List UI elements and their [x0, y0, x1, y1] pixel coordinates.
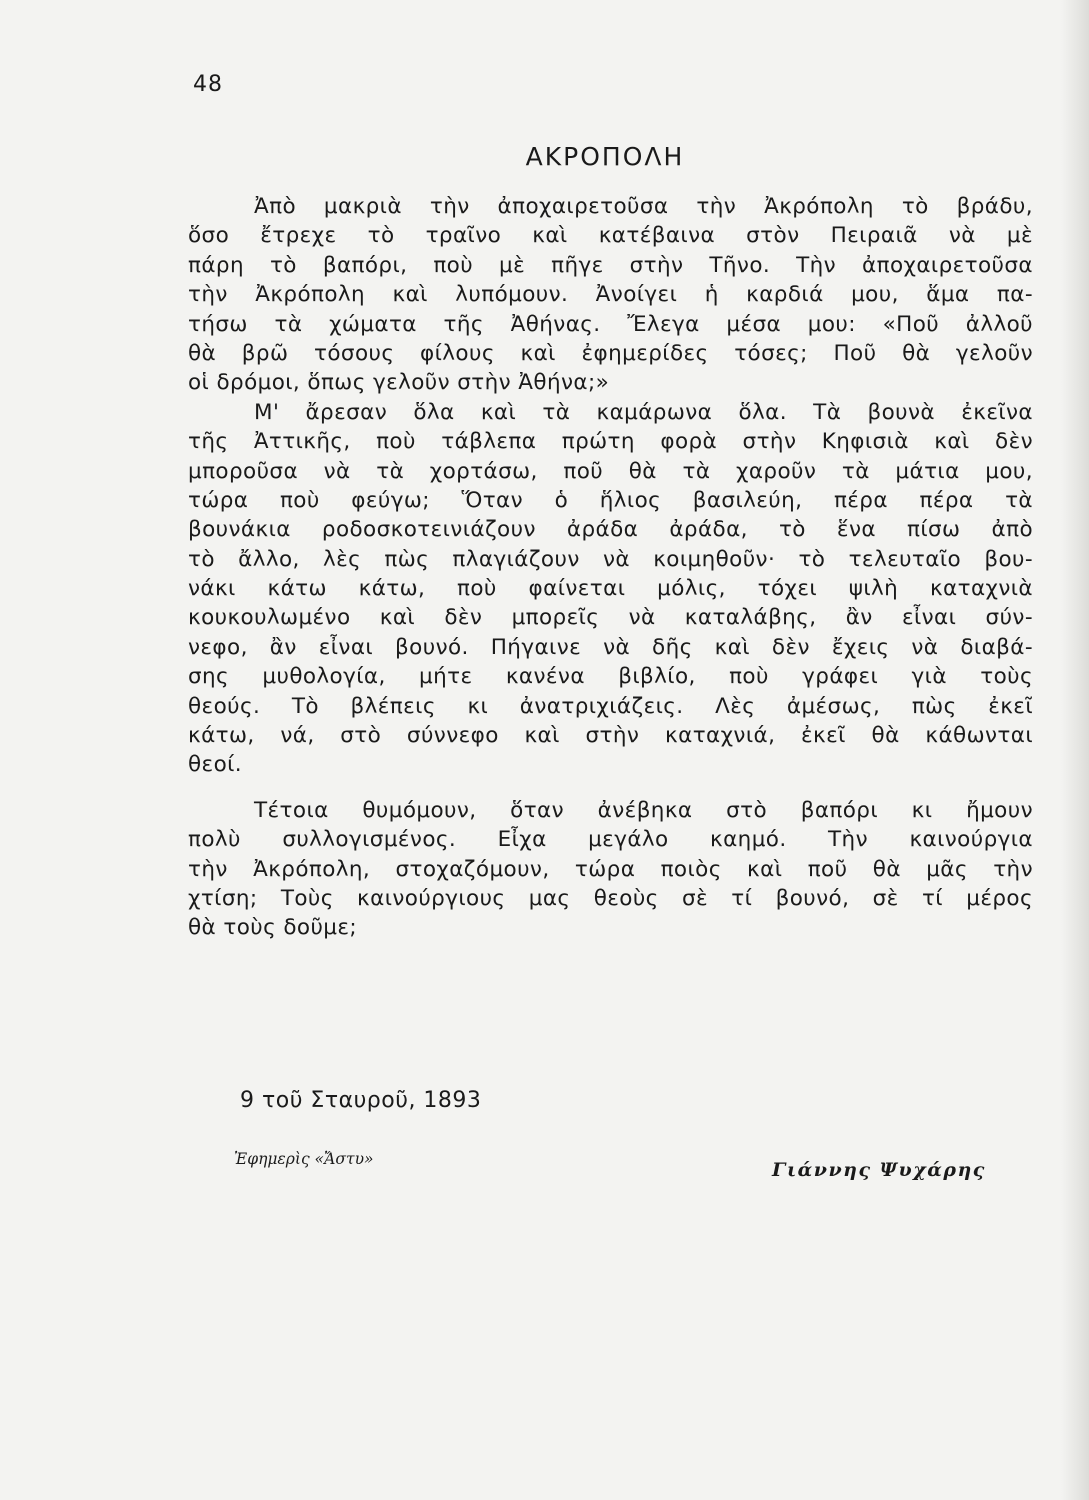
page-number: 48: [193, 72, 223, 97]
text-line: τῆς Ἀττικῆς, ποὺ τάβλεπα πρώτη φορὰ στὴν Κηφισιὰ καὶ δὲν: [188, 429, 1033, 455]
text-line: τὴν Ἀκρόπολη καὶ λυπόμουν. Ἀνοίγει ἡ καρδιά μου, ἅμα πα-: [188, 282, 1033, 308]
text-line: κάτω, νά, στὸ σύννεφο καὶ στὴν καταχνιά, ἐκεῖ θὰ κάθωνται: [188, 723, 1033, 749]
text-line: πάρη τὸ βαπόρι, ποὺ μὲ πῆγε στὴν Τῆνο. Τὴν ἀποχαιρετοῦσα: [188, 252, 1033, 278]
text-line: οἱ δρόμοι, ὅπως γελοῦν στὴν Ἀθήνα;»: [188, 370, 610, 396]
body-text: [188, 192, 1033, 943]
paragraph-3: [188, 796, 1033, 943]
text-line: κουκουλωμένο καὶ δὲν μπορεῖς νὰ καταλάβης, ἂν εἶναι σύν-: [188, 605, 1033, 631]
text-line: τήσω τὰ χώματα τῆς Ἀθήνας. Ἔλεγα μέσα μου: «Ποῦ ἀλλοῦ: [188, 311, 1033, 337]
text-line: τὸ ἄλλο, λὲς πὼς πλαγιάζουν νὰ κοιμηθοῦν· τὸ τελευταῖο βου-: [188, 546, 1033, 572]
text-line: χτίση; Τοὺς καινούργιους μας θεοὺς σὲ τί βουνό, σὲ τί μέρος: [188, 885, 1033, 911]
text-line: σης μυθολογία, μήτε κανένα βιβλίο, ποὺ γράφει γιὰ τοὺς: [188, 664, 1033, 690]
text-line: τώρα ποὺ φεύγω; Ὅταν ὁ ἥλιος βασιλεύη, πέρα πέρα τὰ: [188, 487, 1033, 513]
page-title: ΑΚΡΟΠΟΛΗ: [525, 142, 685, 171]
text-line: θὰ βρῶ τόσους φίλους καὶ ἐφημερίδες τόσες; Ποῦ θὰ γελοῦν: [188, 340, 1033, 366]
text-line: νάκι κάτω κάτω, ποὺ φαίνεται μόλις, τόχει ψιλὴ καταχνιὰ: [188, 576, 1033, 602]
date-line: 9 τοῦ Σταυροῦ, 1893: [240, 1088, 482, 1113]
text-line: βουνάκια ροδοσκοτεινιάζουν ἀράδα ἀράδα, τὸ ἕνα πίσω ἀπὸ: [188, 517, 1033, 543]
text-line: τὴν Ἀκρόπολη, στοχαζόμουν, τώρα ποιὸς καὶ ποῦ θὰ μᾶς τὴν: [188, 856, 1033, 882]
text-line: Τέτοια θυμόμουν, ὅταν ἀνέβηκα στὸ βαπόρι κι ἤμουν: [254, 797, 1033, 823]
paragraph-1: [188, 192, 1033, 398]
text-line: θεούς. Τὸ βλέπεις κι ἀνατριχιάζεις. Λὲς ἀμέσως, πὼς ἐκεῖ: [188, 693, 1033, 719]
paragraph-gap: [188, 780, 1033, 796]
text-line: νεφο, ἂν εἶναι βουνό. Πήγαινε νὰ δῆς καὶ δὲν ἔχεις νὰ διαβά-: [188, 634, 1033, 660]
author-signature: Γιάννης Ψυχάρης: [772, 1159, 986, 1181]
text-line: θὰ τοὺς δοῦμε;: [188, 915, 358, 941]
text-line: θεοί.: [188, 752, 243, 778]
text-line: Ἀπὸ μακριὰ τὴν ἀποχαιρετοῦσα τὴν Ἀκρόπολη τὸ βράδυ,: [254, 194, 1033, 219]
text-line: Μ' ἄρεσαν ὅλα καὶ τὰ καμάρωνα ὅλα. Τὰ βουνὰ ἐκεῖνα: [254, 399, 1033, 425]
text-line: ὅσο ἔτρεχε τὸ τραῖνο καὶ κατέβαινα στὸν Πειραιᾶ νὰ μὲ: [188, 223, 1033, 249]
paragraph-2: [188, 398, 1033, 780]
page-edge-shadow: [1061, 0, 1089, 1500]
text-line: μποροῦσα νὰ τὰ χορτάσω, ποῦ θὰ τὰ χαροῦν τὰ μάτια μου,: [188, 458, 1033, 484]
text-line: πολὺ συλλογισμένος. Εἶχα μεγάλο καημό. Τὴν καινούργια: [188, 827, 1033, 853]
source-credit: Ἐφημερὶς «Ἄστυ»: [234, 1150, 374, 1168]
